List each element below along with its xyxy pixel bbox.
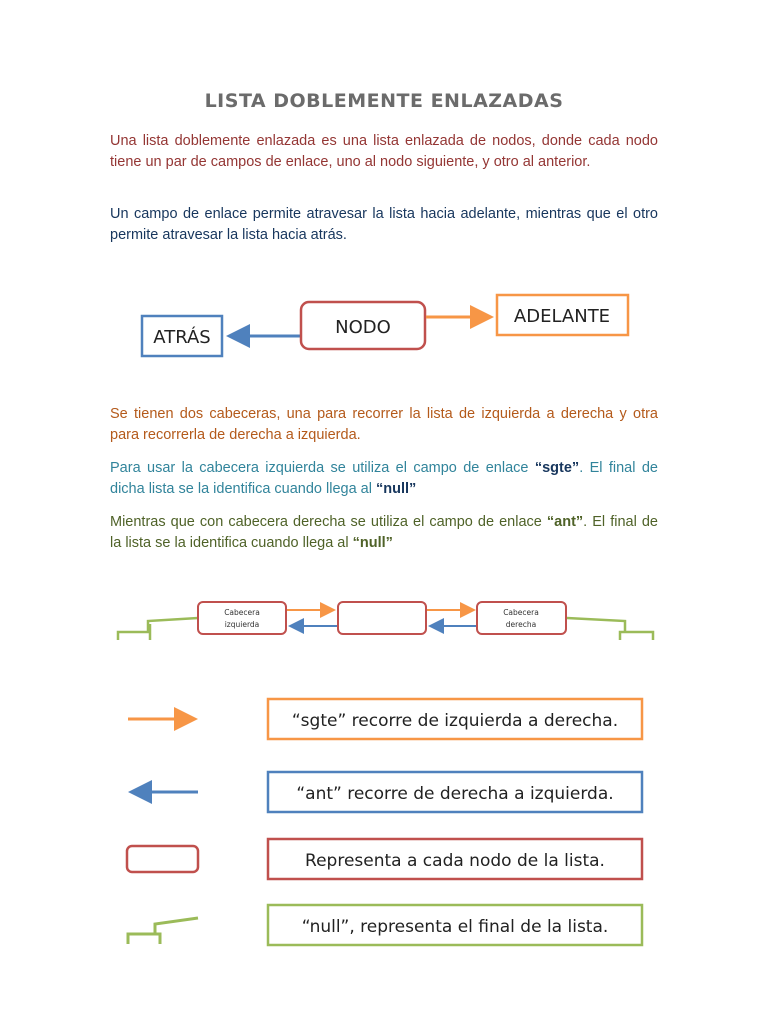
paragraph-right-header-text: Mientras que con cabecera derecha se utiliza el campo de enlace	[110, 514, 547, 530]
paragraph-headers: Se tienen dos cabeceras, una para recorrer la lista de izquierda a derecha y otra para recorrerla de derecha a izquierda.	[110, 406, 658, 443]
right-header-line1: Cabecera	[503, 608, 539, 617]
left-null-symbol	[118, 618, 198, 640]
ant-keyword: “ant”	[546, 514, 584, 530]
atras-label: ATRÁS	[153, 327, 211, 348]
paragraph-right-header-middle: . El final de la lista se la identifica cuando llega al	[110, 514, 658, 551]
legend-node-text: Representa a cada nodo de la lista.	[305, 851, 605, 871]
right-header-box	[477, 602, 566, 634]
nodo-label: NODO	[335, 317, 391, 338]
legend-ant-text: “ant” recorre de derecha a izquierda.	[296, 784, 614, 804]
sgte-keyword: “sgte”	[534, 460, 580, 476]
null-keyword: “null”	[352, 534, 393, 551]
paragraph-left-header-text: Para usar la cabecera izquierda se utiliza el campo de enlace	[110, 460, 535, 476]
right-header-line2: derecha	[505, 620, 537, 629]
left-header-line1: Cabecera	[224, 608, 260, 617]
legend-sgte-text: “sgte” recorre de izquierda a derecha.	[291, 711, 619, 731]
legend-null-text: “null”, representa el final de la lista.	[301, 917, 609, 937]
page-title: LISTA DOBLEMENTE ENLAZADAS	[204, 90, 564, 112]
legend-null-symbol	[128, 918, 198, 944]
diagram-headers	[118, 602, 653, 640]
adelante-label: ADELANTE	[513, 306, 611, 327]
null-keyword: “null”	[376, 480, 417, 497]
paragraph-link-fields: Un campo de enlace permite atravesar la lista hacia adelante, mientras que el otro permite atravesar la lista hacia atrás.	[110, 206, 658, 243]
right-null-symbol	[567, 618, 653, 640]
paragraph-definition: Una lista doblemente enlazada es una lista enlazada de nodos, donde cada nodo tiene un par de campos de enlace, uno al nodo siguiente, y otro al anterior.	[110, 133, 658, 170]
middle-node-box	[338, 602, 426, 634]
legend	[127, 699, 642, 945]
left-header-box	[198, 602, 286, 634]
legend-node-symbol	[127, 846, 198, 872]
diagram-node-directions	[142, 295, 628, 356]
paragraph-left-header-middle: . El final de dicha lista se la identifica cuando llega al	[110, 460, 658, 497]
left-header-line2: izquierda	[224, 620, 260, 629]
